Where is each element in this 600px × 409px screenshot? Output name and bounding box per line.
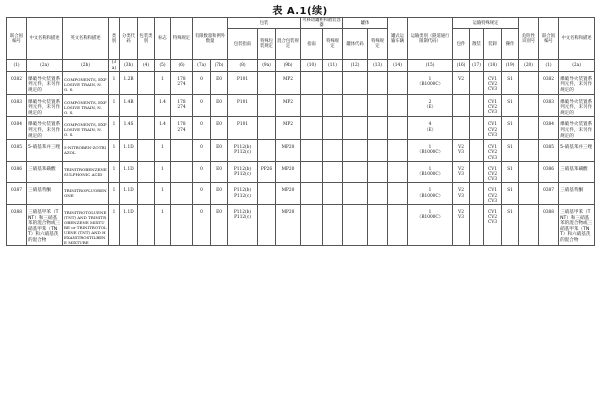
loading-sp: CV1 CV2 CV3 [484,71,502,94]
transport-category [408,117,453,140]
classification-code: 1.4S [120,117,138,140]
class: 1 [109,94,120,117]
operation-sp: S1 [502,71,519,94]
hazard-id [519,117,539,140]
packing-instruction: P112(b) P112(c) [228,204,258,245]
bulk-sp [470,140,484,162]
colnum: (2a) [27,60,63,71]
h-sp: 特殊规定 [171,18,193,60]
chinese-name: 爆破导火装置系列元件，未另作规定的 [27,94,63,117]
mixed-packing: MP2 [276,94,301,117]
tank-sp [368,117,388,140]
h-op: 操作 [502,29,519,60]
packages-sp [453,117,470,140]
class: 1 [109,71,120,94]
category-number: 1 [428,145,432,151]
table-row [7,71,595,94]
excepted-quantity: E0 [211,71,228,94]
packages-sp: V2 [453,71,470,94]
operation-sp: S1 [502,161,519,183]
table-row [7,161,595,183]
loading-sp: CV1 CV2 CV3 [484,140,502,162]
hazard-id [519,94,539,117]
hazard-id [519,71,539,94]
loading-sp: CV1 CV2 CV3 [484,204,502,245]
english-name: TRINITROFLUORENONE [63,183,109,205]
transport-category [408,94,453,117]
mixed-packing: MP20 [276,204,301,245]
labels: 1 [155,140,171,162]
h-pg: 包装类别 [138,18,155,60]
english-name: COMPONENTS, EXPLOSIVE TRAIN, N. O. S. [63,117,109,140]
portable-tank-instr [301,204,323,245]
h-load: 装卸 [484,29,502,60]
chinese-name-2: 5-硝基苯并三唑 [559,140,595,162]
un-number: 0385 [7,140,27,162]
packing-instruction: P112(b) P112(c) [228,183,258,205]
h-carriage-sp: 运输特殊规定 [453,18,519,29]
tank-code [343,71,368,94]
labels: 1.4 [155,94,171,117]
loading-sp: CV1 CV2 CV3 [484,183,502,205]
packing-instruction: P101 [228,71,258,94]
colnum: (4) [138,60,155,71]
un-number: 0387 [7,183,27,205]
limited-quantity: 0 [193,140,211,162]
h-bulk: 散装 [470,29,484,60]
transport-category [408,161,453,183]
category-number: 1 [428,166,432,172]
category-number: 1 [428,188,432,194]
colnum: (17) [470,60,484,71]
tunnel-code: （E） [424,127,436,133]
table-row [7,140,595,162]
special-provisions: 178 274 [171,94,193,117]
column-number-row [7,60,595,71]
english-name: 5-NITROBEN-ZOTRIAZOL [63,140,109,162]
tank-vehicle [388,94,408,117]
portable-tank-sp [323,117,343,140]
special-provisions [171,183,193,205]
h-tank-code: 罐体代码 [343,29,368,60]
packing-instruction: P112(b) P112(c) [228,140,258,162]
chinese-name-2: 三硝基甲苯（TNT）和三硝基苯的混合物或三硝基甲苯（TNT）和六硝基芪的混合物 [559,204,595,245]
colnum: (16) [453,60,470,71]
chinese-name: 三硝基苯磺酸 [27,161,63,183]
packing-group [138,71,155,94]
special-packing [258,204,276,245]
limited-quantity: 0 [193,71,211,94]
special-provisions [171,161,193,183]
english-name: TRINITROTOLUENE (TNT) AND TRINITROBENZENE MIXTURE or TRINITROTOLUENE (TNT) AND HEXANITROSTILBENE MIXTURE [63,204,109,245]
colnum: (13) [368,60,388,71]
tunnel-code: （B1000C） [417,82,444,88]
mixed-packing: MP2 [276,71,301,94]
category-number: 1 [428,209,432,215]
colnum: (1) [7,60,27,71]
operation-sp: S1 [502,94,519,117]
un-number-2: 0383 [539,94,559,117]
bulk-sp [470,94,484,117]
table-row [7,117,595,140]
colnum: (20) [519,60,539,71]
transport-category [408,204,453,245]
hazard-id [519,140,539,162]
un-number-2: 0382 [539,71,559,94]
chinese-name-2: 爆破导火装置系列元件，未另作规定的 [559,94,595,117]
packing-group [138,183,155,205]
portable-tank-sp [323,204,343,245]
bulk-sp [470,183,484,205]
tank-code [343,140,368,162]
chinese-name: 5-硝基苯并三唑 [27,140,63,162]
table-body [7,71,595,245]
transport-category [408,140,453,162]
portable-tank-instr [301,140,323,162]
special-packing [258,183,276,205]
tunnel-code: （B1000C） [417,171,444,177]
excepted-quantity: E0 [211,117,228,140]
labels: 1 [155,183,171,205]
h-class-code: 分类代码 [120,18,138,60]
portable-tank-instr [301,71,323,94]
loading-sp: CV1 CV2 CV3 [484,117,502,140]
tunnel-code: （B1000C） [417,193,444,199]
packing-group [138,161,155,183]
colnum: (10) [301,60,323,71]
colnum: (12) [343,60,368,71]
h-pkg-instr: 包装指南 [228,29,258,60]
excepted-quantity: E0 [211,140,228,162]
h-lq-eq: 有限数量和例外数量 [193,18,228,60]
bulk-sp [470,117,484,140]
mixed-packing: MP20 [276,183,301,205]
portable-tank-sp [323,140,343,162]
colnum: (6) [171,60,193,71]
bulk-sp [470,161,484,183]
mixed-packing: MP2 [276,117,301,140]
portable-tank-instr [301,183,323,205]
packing-instruction: P101 [228,94,258,117]
h-vehicle: 罐式运输车辆 [388,18,408,60]
tunnel-code: （E） [424,104,436,110]
packing-group [138,94,155,117]
tank-vehicle [388,117,408,140]
labels: 1.4 [155,117,171,140]
un-number: 0382 [7,71,27,94]
bulk-sp [470,71,484,94]
classification-code: 1.1D [120,161,138,183]
class: 1 [109,140,120,162]
un-number: 0388 [7,204,27,245]
operation-sp: S1 [502,204,519,245]
h-cat: 运输类别（隧道通行限制代码） [408,18,453,60]
packages-sp: V2 V3 [453,161,470,183]
class: 1 [109,183,120,205]
loading-sp: CV1 CV2 CV3 [484,161,502,183]
tank-code [343,204,368,245]
chinese-name: 三硝基芴酮 [27,183,63,205]
hazard-id [519,183,539,205]
classification-code: 1.1D [120,183,138,205]
tank-vehicle [388,71,408,94]
special-provisions: 178 274 [171,71,193,94]
classification-code: 1.4B [120,94,138,117]
chinese-name: 爆破导火装置系列元件，未另作规定的 [27,117,63,140]
portable-tank-instr [301,94,323,117]
operation-sp: S1 [502,117,519,140]
special-provisions [171,140,193,162]
h-cn-name-2: 中文名称和描述 [559,18,595,60]
h-un-no: 联合国编号 [7,18,27,60]
packages-sp: V2 V3 [453,204,470,245]
chinese-name-2: 三硝基苯磺酸 [559,161,595,183]
hazard-id [519,204,539,245]
special-packing [258,140,276,162]
colnum: (14) [388,60,408,71]
packages-sp: V2 V3 [453,140,470,162]
h-pkg-special: 特殊包装规定 [258,29,276,60]
chinese-name-2: 爆破导火装置系列元件，未另作规定的 [559,71,595,94]
mixed-packing: MP20 [276,161,301,183]
special-provisions [171,204,193,245]
category-number: 4 [428,122,432,128]
special-packing: PP26 [258,161,276,183]
colnum: (7a) [193,60,211,71]
colnum: (15) [408,60,453,71]
tank-code [343,117,368,140]
labels: 1 [155,204,171,245]
mixed-packing: MP20 [276,140,301,162]
table-row [7,183,595,205]
h-packaging: 包装 [228,18,301,29]
limited-quantity: 0 [193,204,211,245]
tank-vehicle [388,140,408,162]
classification-code: 1.1D [120,204,138,245]
bulk-sp [470,204,484,245]
english-name: COMPONENTS, EXPLOSIVE TRAIN, N. O. S. [63,94,109,117]
h-pkgs: 包件 [453,29,470,60]
h-hazard-id: 危险性识别号 [519,18,539,60]
special-packing [258,117,276,140]
h-port-sp: 特殊规定 [323,29,343,60]
h-cn-name: 中文名称和描述 [27,18,63,60]
transport-category [408,183,453,205]
un-number-2: 0384 [539,117,559,140]
hazard-id [519,161,539,183]
excepted-quantity: E0 [211,183,228,205]
h-tank: 罐体 [343,18,388,29]
h-portable: 可移动罐柜和散装容器 [302,18,341,29]
limited-quantity: 0 [193,94,211,117]
un-number: 0384 [7,117,27,140]
tank-sp [368,161,388,183]
class: 1 [109,161,120,183]
un-number-2: 0387 [539,183,559,205]
excepted-quantity: E0 [211,161,228,183]
colnum: (3b) [120,60,138,71]
labels: 1 [155,71,171,94]
un-number: 0386 [7,161,27,183]
excepted-quantity: E0 [211,204,228,245]
h-port-instr: 指南 [301,29,323,60]
chinese-name-2: 爆破导火装置系列元件，未另作规定的 [559,117,595,140]
excepted-quantity: E0 [211,94,228,117]
portable-tank-instr [301,161,323,183]
transport-category [408,71,453,94]
english-name: COMPONENTS, EXPLOSIVE TRAIN, N. O. S. [63,71,109,94]
dangerous-goods-table [6,17,595,246]
english-name: TRINITROBENZENESULPHONIC ACID [63,161,109,183]
tank-code [343,161,368,183]
un-number: 0383 [7,94,27,117]
tunnel-code: （B1000C） [417,215,444,221]
portable-tank-sp [323,161,343,183]
colnum: (18) [484,60,502,71]
table-row [7,94,595,117]
tank-code [343,183,368,205]
category-number: 2 [428,99,432,105]
portable-tank-sp [323,94,343,117]
packages-sp [453,94,470,117]
packing-group [138,140,155,162]
tunnel-code: （B1000C） [417,150,444,156]
labels: 1 [155,161,171,183]
colnum: (8) [228,60,258,71]
operation-sp: S1 [502,140,519,162]
colnum: (5) [155,60,171,71]
colnum: (11) [323,60,343,71]
tank-code [343,94,368,117]
class: 1 [109,204,120,245]
classification-code: 1.2B [120,71,138,94]
packing-instruction: P101 [228,117,258,140]
tank-vehicle [388,183,408,205]
class: 1 [109,117,120,140]
h-tank-sp: 特殊规定 [368,29,388,60]
operation-sp: S1 [502,183,519,205]
h-un-no-2: 联合国编号 [539,18,559,60]
colnum: (2b) [63,60,109,71]
packing-group [138,204,155,245]
tank-sp [368,71,388,94]
tank-sp [368,183,388,205]
colnum: (2a) [559,60,595,71]
special-packing [258,94,276,117]
limited-quantity: 0 [193,161,211,183]
h-labels: 标志 [155,18,171,60]
header-row-1 [7,18,595,29]
h-en-name: 英文名称和描述 [63,18,109,60]
colnum: (19) [502,60,519,71]
classification-code: 1.1D [120,140,138,162]
chinese-name-2: 三硝基芴酮 [559,183,595,205]
un-number-2: 0388 [539,204,559,245]
table-title: 表 A.1(续) [272,6,328,17]
portable-tank-instr [301,117,323,140]
portable-tank-sp [323,71,343,94]
category-number: 1 [428,76,432,82]
special-provisions: 178 274 [171,117,193,140]
h-mixed: 混合包装规定 [276,29,301,60]
chinese-name: 爆破导火装置系列元件，未另作规定的 [27,71,63,94]
colnum: (1) [539,60,559,71]
tank-sp [368,204,388,245]
packing-group [138,117,155,140]
un-number-2: 0386 [539,161,559,183]
chinese-name: 三硝基甲苯（TNT）和三硝基苯的混合物或三硝基甲苯（TNT）和六硝基芪的混合物 [27,204,63,245]
tank-sp [368,140,388,162]
special-packing [258,71,276,94]
packing-instruction: P112(b) P112(c) [228,161,258,183]
limited-quantity: 0 [193,183,211,205]
portable-tank-sp [323,183,343,205]
loading-sp: CV1 CV2 CV3 [484,94,502,117]
colnum: (3a) [109,60,120,71]
colnum: (7b) [211,60,228,71]
h-class: 类别 [109,18,120,60]
un-number-2: 0385 [539,140,559,162]
colnum: (9b) [276,60,301,71]
tank-sp [368,94,388,117]
packages-sp: V2 V3 [453,183,470,205]
limited-quantity: 0 [193,117,211,140]
table-row [7,204,595,245]
tank-vehicle [388,204,408,245]
tank-vehicle [388,161,408,183]
colnum: (9a) [258,60,276,71]
